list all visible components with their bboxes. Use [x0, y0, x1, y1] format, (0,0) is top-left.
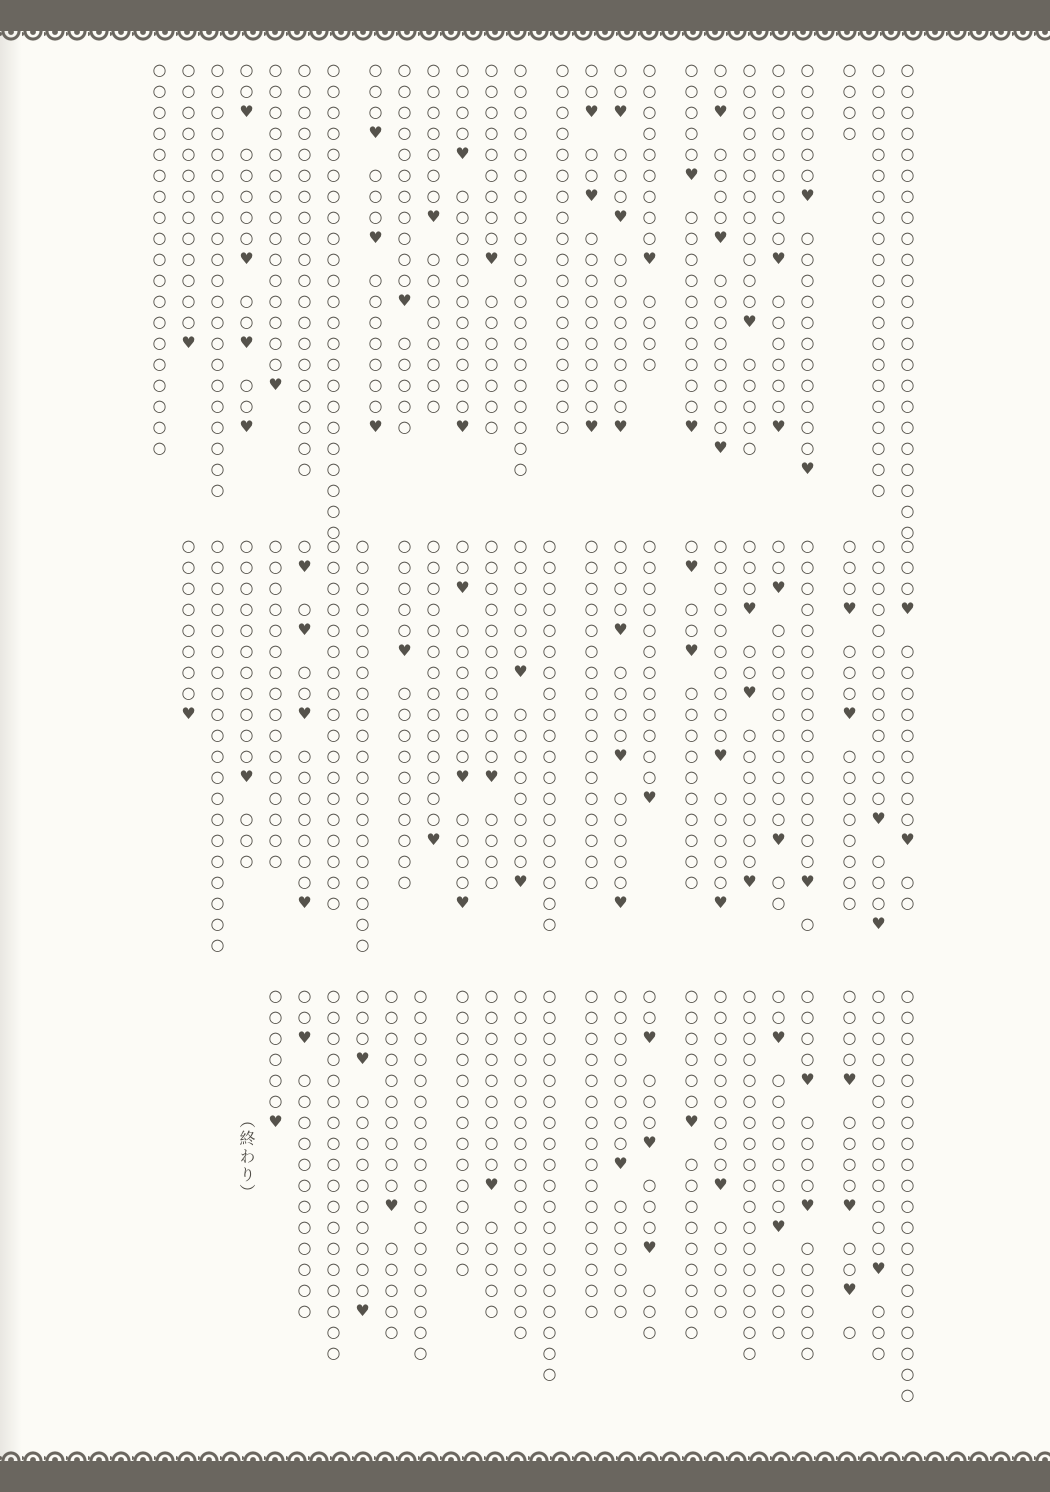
text-column: ○○○♥ ○○○♥ ○○○○○○○○: [840, 536, 859, 914]
text-column: ○○○○○○○○○○○♥ ○○○: [237, 536, 256, 872]
text-column: ○○○○○○○○○○○○○○○○○○: [740, 986, 759, 1364]
paragraph-gap: [535, 60, 548, 502]
paragraph-gap: [564, 536, 577, 964]
text-column: ○○○○♥ ○○○○○○○○○○○♥: [453, 60, 472, 438]
text-column: ○○○○○○○○○○○○○○○○: [582, 986, 601, 1322]
text-column: ○○○○○○○○○○○○○○○○○○○○: [295, 60, 314, 480]
top-lace-border: [0, 0, 1050, 31]
text-column: ○○○○○○○○○○○○○○○○○: [582, 536, 601, 893]
text-column: ○○○○○○○○○○♥ ○○○○○♥: [711, 536, 730, 914]
text-column: ○○○○♥ ○○○○♥ ○○○○○○: [798, 986, 817, 1364]
text-column: ○○○○○♥ ○○○○○○○○○○: [395, 536, 414, 893]
text-column: ○○○○○○○○○○○○♥: [640, 536, 659, 809]
text-column: ○○○♥ ○○○○○○○○○○♥: [353, 986, 372, 1322]
text-column: ○○○♥ ○○○♥ ○○○○○○○♥: [366, 60, 385, 438]
text-column: ○○♥ ○○○○○○○○○○○○: [295, 986, 314, 1322]
text-column: ○○○○○○○○○♥ ○○○○○: [711, 986, 730, 1322]
text-column: ○○○○○○○○○○○○○○○○○○○○○○○: [898, 60, 917, 543]
text-column: ○○○○○○○○○○○○○○○○○○○: [540, 536, 559, 935]
paragraph-gap: [664, 986, 677, 1432]
text-column: ○○♥ ○○○○○♥ ○○♥ ○○♥: [237, 60, 256, 438]
text-column: ○○○○○○○○○○○○○○○○○○○○○: [208, 60, 227, 501]
text-column: ○○○○○○○○○○○○○○○○○○: [553, 60, 572, 438]
text-column: ○○○○○○♥: [266, 986, 285, 1133]
text-column: ○○♥ ○○♥ ○○○○○○○○○♥: [582, 60, 601, 438]
text-column: ○○○○○○○○○○○○○○○○○○: [324, 986, 343, 1364]
text-column: ○○○○○○○○○○○○○○○○○○○○○○○: [324, 60, 343, 543]
text-column: ○○♥ ○○○○○○○♥ ○○○○♥: [453, 536, 472, 914]
text-column: ○○○○○♥ ○○○○○○○○○○♥: [682, 60, 701, 438]
text-column: ○○○○○○○○○○○○♥ ○○○○○: [740, 60, 759, 459]
text-column: ○○○○○○○○○○○○○○○○: [266, 536, 285, 872]
text-column: ○♥ ○○♥ ○○○○○○○○○○: [682, 536, 701, 893]
text-column: ○○○○○○○○○○○○○○○○○: [511, 986, 530, 1343]
text-band-middle: [174, 536, 922, 964]
top-lace-scallops: [0, 31, 1050, 45]
text-column: ○○○○○○○○○○○♥ ○○○○: [482, 536, 501, 893]
text-column: ○○○○○○○○○○○○○○: [453, 986, 472, 1280]
text-column: ○○♥ ○○○○○○○♥ ○○○○: [769, 986, 788, 1343]
text-column: ○○○○○○○○♥: [179, 536, 198, 725]
text-column: ○○○○○○○○♥ ○○○○○○: [611, 986, 630, 1322]
text-column: ○○○○○○○○○○○○○○○○○○○○: [353, 536, 372, 956]
text-column: ○○○○○○○○○○○○○○○○○○○: [150, 60, 169, 459]
text-column: ○○○○○○○○○○○○○♥ ○○○♥: [869, 536, 888, 935]
text-column: ○○○○○○○○○♥ ○○○○○○○: [482, 60, 501, 438]
text-column: ○○○○○○○○○○♥ ○○○○○: [382, 986, 401, 1343]
text-column: ○○○○○○○○○○○○○○○♥: [266, 60, 285, 396]
text-column: ○○○♥ ○○○○○○○○○♥ ○○: [898, 536, 917, 914]
paragraph-gap: [564, 986, 577, 1432]
text-column: ○○○○○○♥ ○○○○○○○○♥: [511, 536, 530, 893]
bottom-lace-scallops: [0, 1447, 1050, 1461]
text-column: ○○○○○○♥ ○○○○○○○○○: [682, 986, 701, 1343]
text-column: ○○○○○○○♥ ○○○○○○○○: [424, 60, 443, 417]
text-column: ○○○○○○○○○○○○○○○○○○○○: [511, 60, 530, 480]
text-column: ○○♥ ○○○○○○○○○○♥ ○○: [769, 536, 788, 914]
text-column: ○○○○○○○○○○○○○○○○♥ ○: [798, 536, 817, 935]
text-column: ○♥ ○♥ ○○♥ ○○○○○○○♥: [295, 536, 314, 914]
paragraph-gap: [822, 986, 835, 1432]
text-column: ○○○○♥ ○○○○♥ ○○♥ ○: [840, 986, 859, 1343]
text-column: ○○○○○○○○○○○○○○♥: [424, 536, 443, 851]
text-column: ○○○○: [840, 60, 859, 144]
text-column: ○○○○○○○○○○○○○○○○○○: [411, 986, 430, 1364]
end-mark: （終わり）: [237, 986, 256, 1202]
text-column: ○○○○○○○○○♥ ○○○○○: [482, 986, 501, 1322]
text-column: ○○○○○○○○○♥ ○○○○○○♥: [769, 60, 788, 438]
text-band-bottom: [232, 986, 922, 1432]
text-column: ○○○○○○○○○♥ ○○○○: [640, 60, 659, 375]
paragraph-gap: [377, 536, 390, 964]
text-column: ○○○○○○○○○○○○○♥ ○○○: [869, 986, 888, 1364]
text-column: ○○○○○○○○○○○○○○○○○○: [324, 536, 343, 914]
paragraph-gap: [664, 536, 677, 964]
paragraph-gap: [822, 536, 835, 964]
text-column: ○○○○○○○○○○○○○○○○○○○○: [208, 536, 227, 956]
text-column: ○○○○○○○○○○○♥ ○○○○○: [395, 60, 414, 438]
text-column: ○○○○○○○○○○○○○♥: [179, 60, 198, 354]
text-band-top: [145, 60, 922, 543]
paragraph-gap: [822, 60, 835, 502]
text-column: ○○○♥ ○○♥ ○○○○○○○♥: [740, 536, 759, 893]
paragraph-gap: [664, 60, 677, 502]
bottom-lace-border: [0, 1461, 1050, 1492]
text-column: ○○○○♥ ○○○○♥ ○○○○○♥: [611, 536, 630, 914]
text-column: ○○♥ ○○○♥ ○○○○○○○○♥: [611, 60, 630, 438]
text-column: ○○○○○○♥ ○○○○○○○○○○○♥: [798, 60, 817, 480]
paragraph-gap: [435, 986, 448, 1432]
paragraph-gap: [348, 60, 361, 502]
text-column: ○○○○○○○○○○○○○○○○○○○○○: [869, 60, 888, 501]
text-column: ○○♥ ○○○○♥ ○○○○○○○○♥: [711, 60, 730, 459]
text-column: ○○○○○○○○○○○○○○○○○○○○: [898, 986, 917, 1406]
text-column: ○○♥ ○○○♥ ○○○♥ ○○○: [640, 986, 659, 1343]
text-column: ○○○○○○○○○○○○○○○○○○○: [540, 986, 559, 1385]
